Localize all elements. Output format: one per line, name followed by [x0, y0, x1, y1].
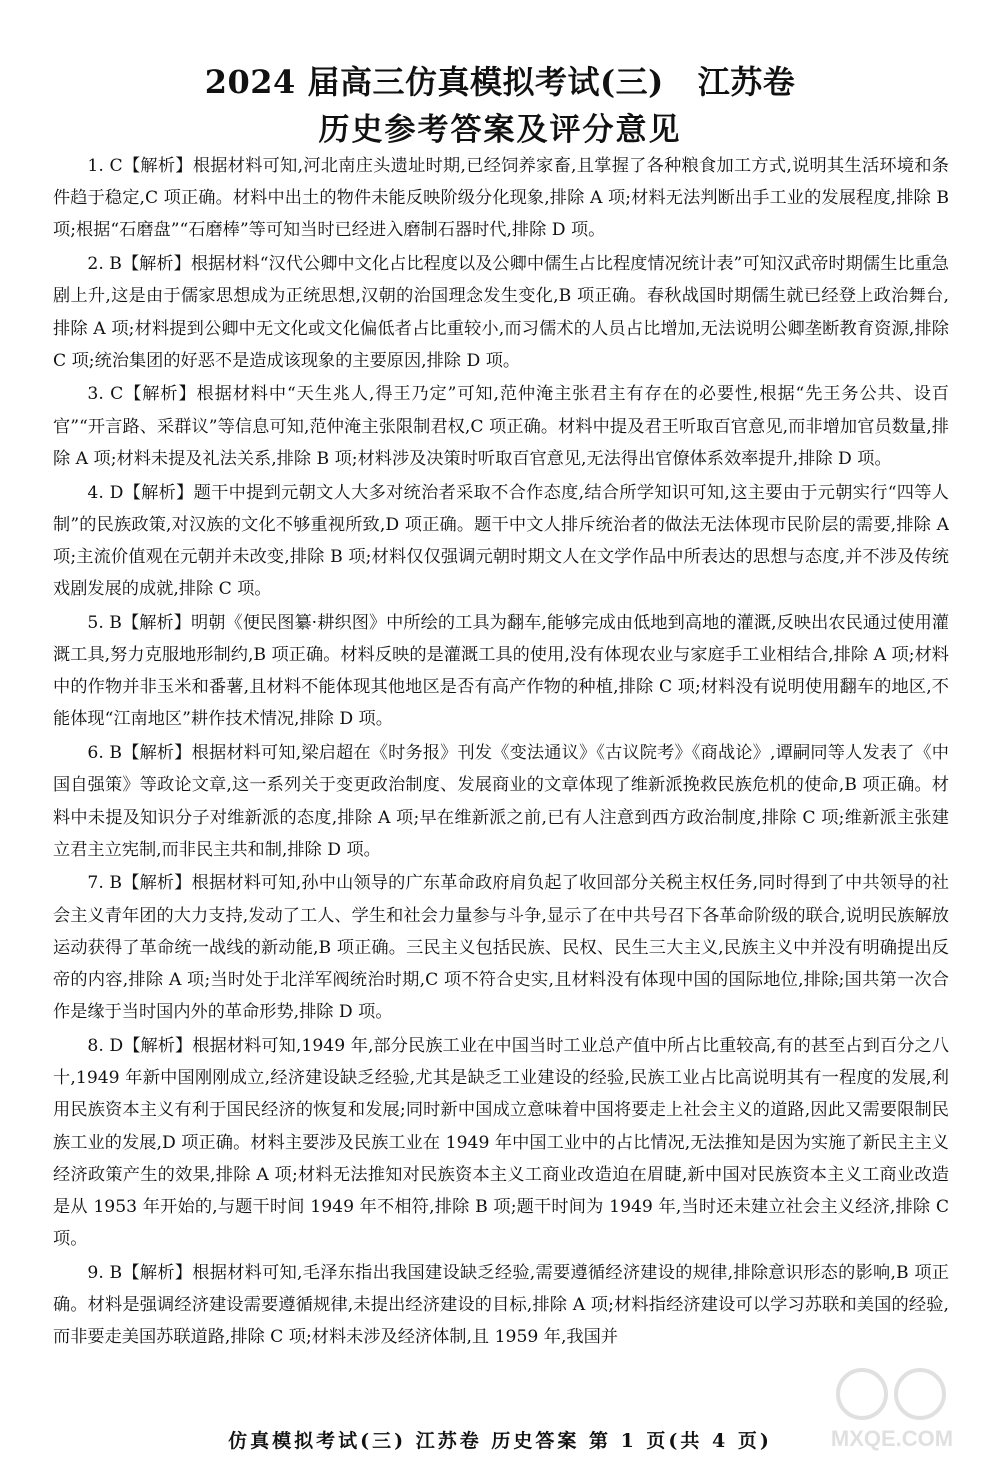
watermark-text: MXQE.COM: [830, 1426, 954, 1451]
answer-item-1: 1. C【解析】根据材料可知,河北南庄头遗址时期,已经饲养家畜,且掌握了各种粮食加工方式,说明其生活环境和条件趋于稳定,C 项正确。材料中出土的物件未能反映阶级分化现象,排除 A 项;材料无法判断出手工业的发展程度,排除 B 项;根据“石磨盘”“石磨棒”等可知当时已经进入磨制石器时代,排除 D 项。: [53, 156, 949, 241]
answer-item-7: 7. B【解析】根据材料可知,孙中山领导的广东革命政府肩负起了收回部分关税主权任务,同时得到了中共领导的社会主义青年团的大力支持,发动了工人、学生和社会力量参与斗争,显示了在中共号召下各革命阶级的联合,说明民族解放运动获得了革命统一战线的新动能,B 项正确。三民主义包括民族、民权、民生三大主义,民族主义中并没有明确提出反帝的内容,排除 A 项;当时处于北洋军阀统治时期,C 项不符合史实,且材料没有体现中国的国际地位,排除;国共第一次合作是缘于当时国内外的革命形势,排除 D 项。: [53, 873, 949, 1023]
answer-list: [53, 150, 949, 1420]
answer-item-5: 5. B【解析】明朝《便民图纂·耕织图》中所绘的工具为翻车,能够完成由低地到高地的灌溉,反映出农民通过使用灌溉工具,努力克服地形制约,B 项正确。材料反映的是灌溉工具的使用,没有体现农业与家庭手工业相结合,排除 A 项;材料中的作物并非玉米和番薯,且材料不能体现其他地区是否有高产作物的种植,排除 C 项;材料没有说明使用翻车的地区,不能体现“江南地区”耕作技术情况,排除 D 项。: [53, 612, 949, 730]
exam-title-main: 2024 届高三仿真模拟考试(三): [204, 63, 664, 101]
answer-item-6: 6. B【解析】根据材料可知,梁启超在《时务报》刊发《变法通议》《古议院考》《商战论》,谭嗣同等人发表了《中国自强策》等政论文章,这一系列关于变更政治制度、发展商业的文章体现了维新派挽救民族危机的使命,B 项正确。材料中未提及知识分子对维新派的态度,排除 A 项;早在维新派之前,已有人注意到西方政治制度,排除 C 项;维新派主张建立君主立宪制,而非民主共和制,排除 D 项。: [53, 743, 949, 860]
answer-item-2: 2. B【解析】根据材料“汉代公卿中文化占比程度以及公卿中儒生占比程度情况统计表”可知汉武帝时期儒生比重急剧上升,这是由于儒家思想成为正统思想,汉朝的治国理念发生变化,B 项正确。春秋战国时期儒生就已经登上政治舞台,排除 A 项;材料提到公卿中无文化或文化偏低者占比重较小,而习儒术的人员占比增加,无法说明公卿垄断教育资源,排除 C 项;统治集团的好恶不是造成该现象的主要原因,排除 D 项。: [53, 254, 949, 371]
answer-item-8: 8. D【解析】根据材料可知,1949 年,部分民族工业在中国当时工业总产值中所占比重较高,有的甚至占到百分之八十,1949 年新中国刚刚成立,经济建设缺乏经验,尤其是缺乏工业建设的经验,民族工业占比高说明其有一程度的发展,利用民族资本主义有利于国民经济的恢复和发展;同时新中国成立意味着中国将要走上社会主义的道路,因此又需要限制民族工业的发展,D 项正确。材料主要涉及民族工业在 1949 年中国工业中的占比情况,无法推知是因为实施了新民主主义经济政策产生的效果,排除 A 项;材料无法推知对民族资本主义工商业改造迫在眉睫,新中国对民族资本主义工商业改造是从 1953 年开始的,与题干时间 1949 年不相符,排除 B 项;题干时间为 1949 年,当时还未建立社会主义经济,排除 C 项。: [53, 1035, 949, 1250]
page-subtitle: 历史参考答案及评分意见: [318, 112, 682, 148]
answer-item-3: 3. C【解析】根据材料中“天生兆人,得王乃定”可知,范仲淹主张君主有存在的必要性,根据“先王务公共、设百官”“开言路、采群议”等信息可知,范仲淹主张限制君权,C 项正确。材料中提及君王听取百官意见,而非增加官员数量,排除 A 项;材料未提及礼法关系,排除 B 项;材料涉及决策时听取百官意见,无法得出官僚体系效率提升,排除 D 项。: [53, 384, 949, 469]
page-footer: 仿真模拟考试(三) 江苏卷 历史答案 第 1 页(共 4 页): [228, 1430, 772, 1452]
answer-item-4: 4. D【解析】题干中提到元朝文人大多对统治者采取不合作态度,结合所学知识可知,这主要由于元朝实行“四等人制”的民族政策,对汉族的文化不够重视所致,D 项正确。题干中文人排斥统治者的做法无法体现市民阶层的需要,排除 A 项;主流价值观在元朝并未改变,排除 B 项;材料仅仅强调元朝时期文人在文学作品中所表达的思想与态度,并不涉及传统戏剧发展的成就,排除 C 项。: [53, 482, 949, 600]
answer-item-9: 9. B【解析】根据材料可知,毛泽东指出我国建设缺乏经验,需要遵循经济建设的规律,排除意识形态的影响,B 项正确。材料是强调经济建设需要遵循规律,未提出经济建设的目标,排除 A 项;材料指经济建设可以学习苏联和美国的经验,而非要走美国苏联道路,排除 C 项;材料未涉及经济体制,且 1959 年,我国并: [53, 1262, 949, 1348]
exam-title-region: 江苏卷: [697, 63, 796, 101]
exam-title: [0, 60, 1000, 104]
